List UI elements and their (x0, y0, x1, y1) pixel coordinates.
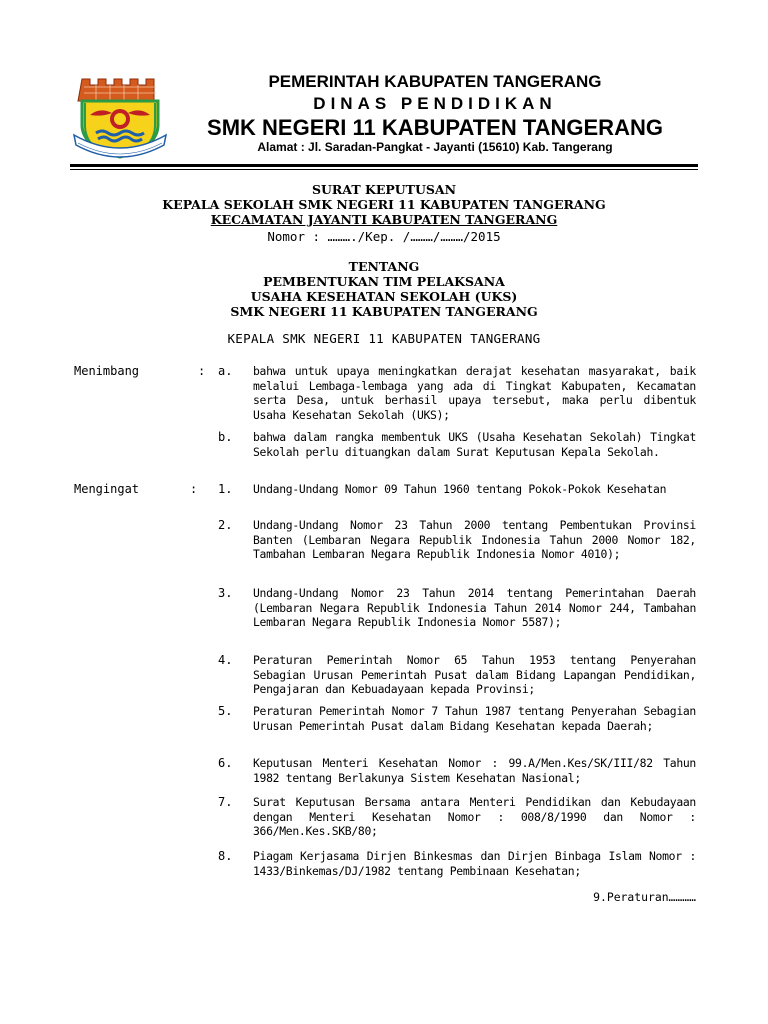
mengingat-item-6: Keputusan Menteri Kesehatan Nomor : 99.A/Men.Kes/SK/III/82 Tahun 1982 tentang Berlakunya Sistem Kesehatan Nasional; (253, 756, 696, 785)
letterhead-department: DINAS PENDIDIKAN (313, 94, 557, 113)
subject-line-3: SMK NEGERI 11 KABUPATEN TANGERANG (230, 304, 538, 319)
decree-number: Nomor : ………./Kep. /………/………/2015 (267, 229, 501, 244)
menimbang-marker-a: a. (218, 364, 233, 378)
mengingat-marker-2: 2. (218, 518, 233, 532)
mengingat-item-3: Undang-Undang Nomor 23 Tahun 2014 tentang Pemerintahan Daerah (Lembaran Negara Republik Indonesia Tahun 2014 Nomor 244, Tambahan Lembaran Negara Republik Indonesia Nomor 5587); (253, 586, 696, 630)
continuation-marker: 9.Peraturan………… (593, 890, 696, 904)
subject-tentang: TENTANG (348, 259, 420, 274)
letterhead-school-name: SMK NEGERI 11 KABUPATEN TANGERANG (207, 115, 663, 140)
mengingat-marker-5: 5. (218, 704, 233, 718)
mengingat-marker-4: 4. (218, 653, 233, 667)
subject-line-1: PEMBENTUKAN TIM PELAKSANA (263, 274, 505, 289)
menimbang-colon: : (198, 364, 206, 378)
mengingat-item-1: Undang-Undang Nomor 09 Tahun 1960 tentang Pokok-Pokok Kesehatan (253, 482, 667, 496)
decree-title: SURAT KEPUTUSAN (311, 182, 457, 197)
menimbang-label: Menimbang (74, 364, 140, 378)
mengingat-item-4: Peraturan Pemerintah Nomor 65 Tahun 1953 tentang Penyerahan Sebagian Urusan Pemerintah Pusat dalam Bidang Lapangan Pendidikan, Pengajaran dan Kebuadayaan kepada Provinsi; (253, 653, 696, 697)
menimbang-item-a: bahwa untuk upaya meningkatkan derajat kesehatan masyarakat, baik melalui Lembaga-lembaga yang ada di Tingkat Kabupaten, Kecamatan serta Desa, untuk berhasil upaya tersebut, maka perlu dibentuk Usaha Kesehatan Sekolah (UKS); (253, 364, 696, 422)
mengingat-label: Mengingat (74, 482, 140, 496)
decree-district-line: KECAMATAN JAYANTI KABUPATEN TANGERANG (210, 212, 558, 227)
mengingat-marker-3: 3. (218, 586, 233, 600)
letterhead-government: PEMERINTAH KABUPATEN TANGERANG (268, 72, 602, 91)
regency-logo (70, 73, 170, 161)
mengingat-marker-8: 8. (218, 849, 233, 863)
mengingat-colon: : (190, 482, 198, 496)
menimbang-item-b: bahwa dalam rangka membentuk UKS (Usaha Kesehatan Sekolah) Tingkat Sekolah perlu dituangkan dalam Surat Keputusan Kepala Sekolah. (253, 430, 696, 459)
decree-issuer-line: KEPALA SEKOLAH SMK NEGERI 11 KABUPATEN TANGERANG (162, 197, 606, 212)
mengingat-marker-6: 6. (218, 756, 233, 770)
mengingat-marker-7: 7. (218, 795, 233, 809)
subject-line-2: USAHA KESEHATAN SEKOLAH (UKS) (250, 289, 518, 304)
letterhead-address: Alamat : Jl. Saradan-Pangkat - Jayanti (15610) Kab. Tangerang (257, 140, 613, 154)
menimbang-marker-b: b. (218, 430, 233, 444)
mengingat-item-5: Peraturan Pemerintah Nomor 7 Tahun 1987 tentang Penyerahan Sebagian Urusan Pemerintah Pusat dalam Bidang Kesehatan kepada Daerah; (253, 704, 696, 733)
letterhead-rule-thick (70, 164, 698, 167)
mengingat-item-8: Piagam Kerjasama Dirjen Binkesmas dan Dirjen Binbaga Islam Nomor : 1433/Binkemas/DJ/1982 tentang Pembinaan Kesehatan; (253, 849, 696, 878)
mengingat-marker-1: 1. (218, 482, 233, 496)
letterhead-rule-thin (70, 169, 698, 170)
issuer-heading: KEPALA SMK NEGERI 11 KABUPATEN TANGERANG (227, 331, 541, 346)
mengingat-item-7: Surat Keputusan Bersama antara Menteri Pendidikan dan Kebudayaan dengan Menteri Kesehatan Nomor : 008/8/1990 dan Nomor : 366/Men.Kes.SKB/80; (253, 795, 696, 839)
mengingat-item-2: Undang-Undang Nomor 23 Tahun 2000 tentang Pembentukan Provinsi Banten (Lembaran Negara Republik Indonesia Tahun 2000 Nomor 182, Tambahan Lembaran Negara Republik Indonesia Nomor 4010); (253, 518, 696, 562)
